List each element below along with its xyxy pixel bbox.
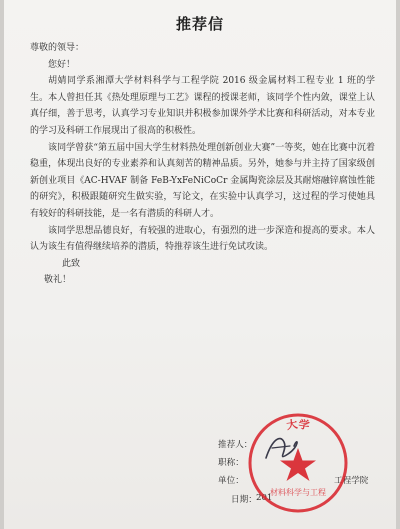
closing-1: 此致: [62, 258, 81, 269]
title-label: 职称：: [218, 458, 244, 468]
greeting: 您好！: [48, 59, 76, 70]
unit-label: 单位：: [218, 476, 244, 486]
seal-arc-text: 大学: [285, 417, 311, 433]
official-seal-icon: [245, 410, 351, 516]
date-label: 日期：: [231, 495, 257, 505]
svg-text:大学: [285, 417, 310, 433]
recommender-label: 推荐人：: [218, 440, 253, 450]
closing-2: 敬礼！: [44, 275, 72, 286]
letter-title: 推荐信: [175, 15, 224, 33]
letter-page: [4, 0, 396, 529]
paragraph-2: 该同学曾获“第五届中国大学生材料热处理创新创业大赛”一等奖，她在比赛中沉着稳重，体现出良好的专业素养和认真刻苦的精神品质。另外，她参与并主持了国家级创新创业项目《AC-HVAF 制备 FeB-YxFeNiCoCr 金属陶瓷涂层及其耐熔融锌腐蚀性能的研究》，积极跟随研究生做实验，写论文，在实验中认真学习，这过程的学习使她具有较好的科研技能，是一名有潜质的科研人才。: [30, 142, 375, 219]
paragraph-1: 胡婧同学系湘潭大学材料科学与工程学院 2016 级金属材料工程专业 1 班的学生。本人曾担任其《热处理原理与工艺》课程的授课老师，该同学个性内敛，课堂上认真仔细，善于思考，认真学习专业知识并积极参加课外学术比赛和科研活动，对本专业的学习及科研工作展现出了很高的积极性。: [30, 76, 375, 136]
letter-body: [30, 40, 375, 289]
salutation: 尊敬的领导：: [30, 43, 85, 53]
seal-center-text: 材料科学与工程: [270, 488, 326, 497]
paragraph-3: 该同学思想品德良好，有较强的进取心，有强烈的进一步深造和提高的要求。本人认为该生有值得继续培养的潜质，特推荐该生进行免试攻读。: [30, 225, 375, 253]
date-value: 201: [256, 493, 273, 503]
unit-value: 工程学院: [334, 476, 369, 486]
